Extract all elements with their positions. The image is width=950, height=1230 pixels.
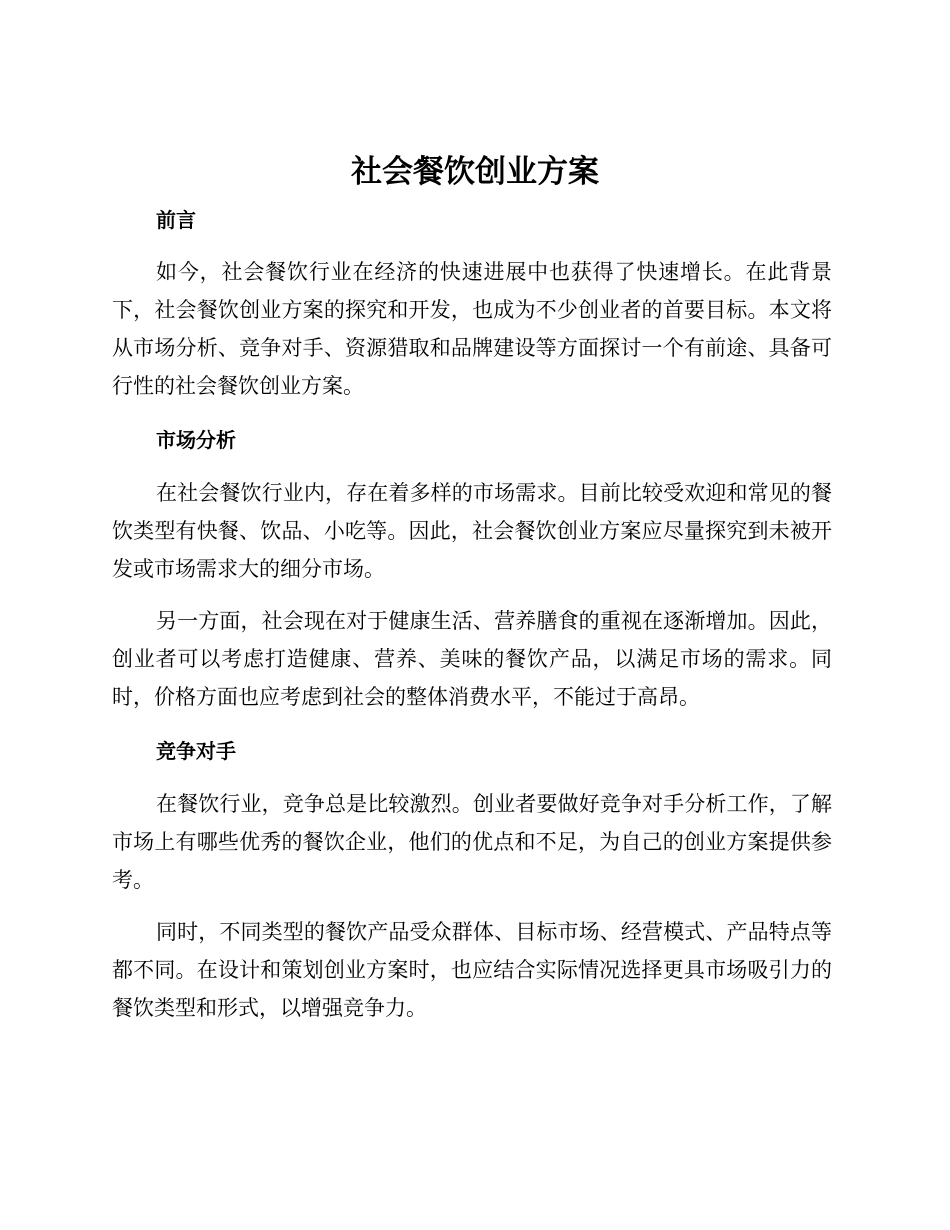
section-heading: 竞争对手: [156, 739, 236, 763]
paragraph: 在社会餐饮行业内，存在着多样的市场需求。目前比较受欢迎和常见的餐饮类型有快餐、饮品、小吃等。因此，社会餐饮创业方案应尽量探究到未被开发或市场需求大的细分市场。: [112, 481, 832, 581]
document-body: [112, 200, 832, 1027]
section-preface: [112, 200, 832, 405]
document-title: 社会餐饮创业方案: [351, 154, 599, 190]
paragraph: 在餐饮行业，竞争总是比较激烈。创业者要做好竞争对手分析工作，了解市场上有哪些优秀的餐饮企业，他们的优点和不足，为自己的创业方案提供参考。: [112, 792, 832, 892]
paragraph: 另一方面，社会现在对于健康生活、营养膳食的重视在逐渐增加。因此，创业者可以考虑打造健康、营养、美味的餐饮产品，以满足市场的需求。同时，价格方面也应考虑到社会的整体消费水平，不能过于高昂。: [112, 609, 832, 709]
section-competitors: [112, 731, 832, 1027]
section-heading: 市场分析: [156, 428, 236, 452]
paragraph: 如今，社会餐饮行业在经济的快速进展中也获得了快速增长。在此背景下，社会餐饮创业方案的探究和开发，也成为不少创业者的首要目标。本文将从市场分析、竞争对手、资源猎取和品牌建设等方面探讨一个有前途、具备可行性的社会餐饮创业方案。: [112, 260, 832, 398]
section-market-analysis: [112, 420, 832, 716]
section-heading: 前言: [156, 208, 196, 232]
paragraph: 同时，不同类型的餐饮产品受众群体、目标市场、经营模式、产品特点等都不同。在设计和策划创业方案时，也应结合实际情况选择更具市场吸引力的餐饮类型和形式，以增强竞争力。: [112, 920, 832, 1020]
